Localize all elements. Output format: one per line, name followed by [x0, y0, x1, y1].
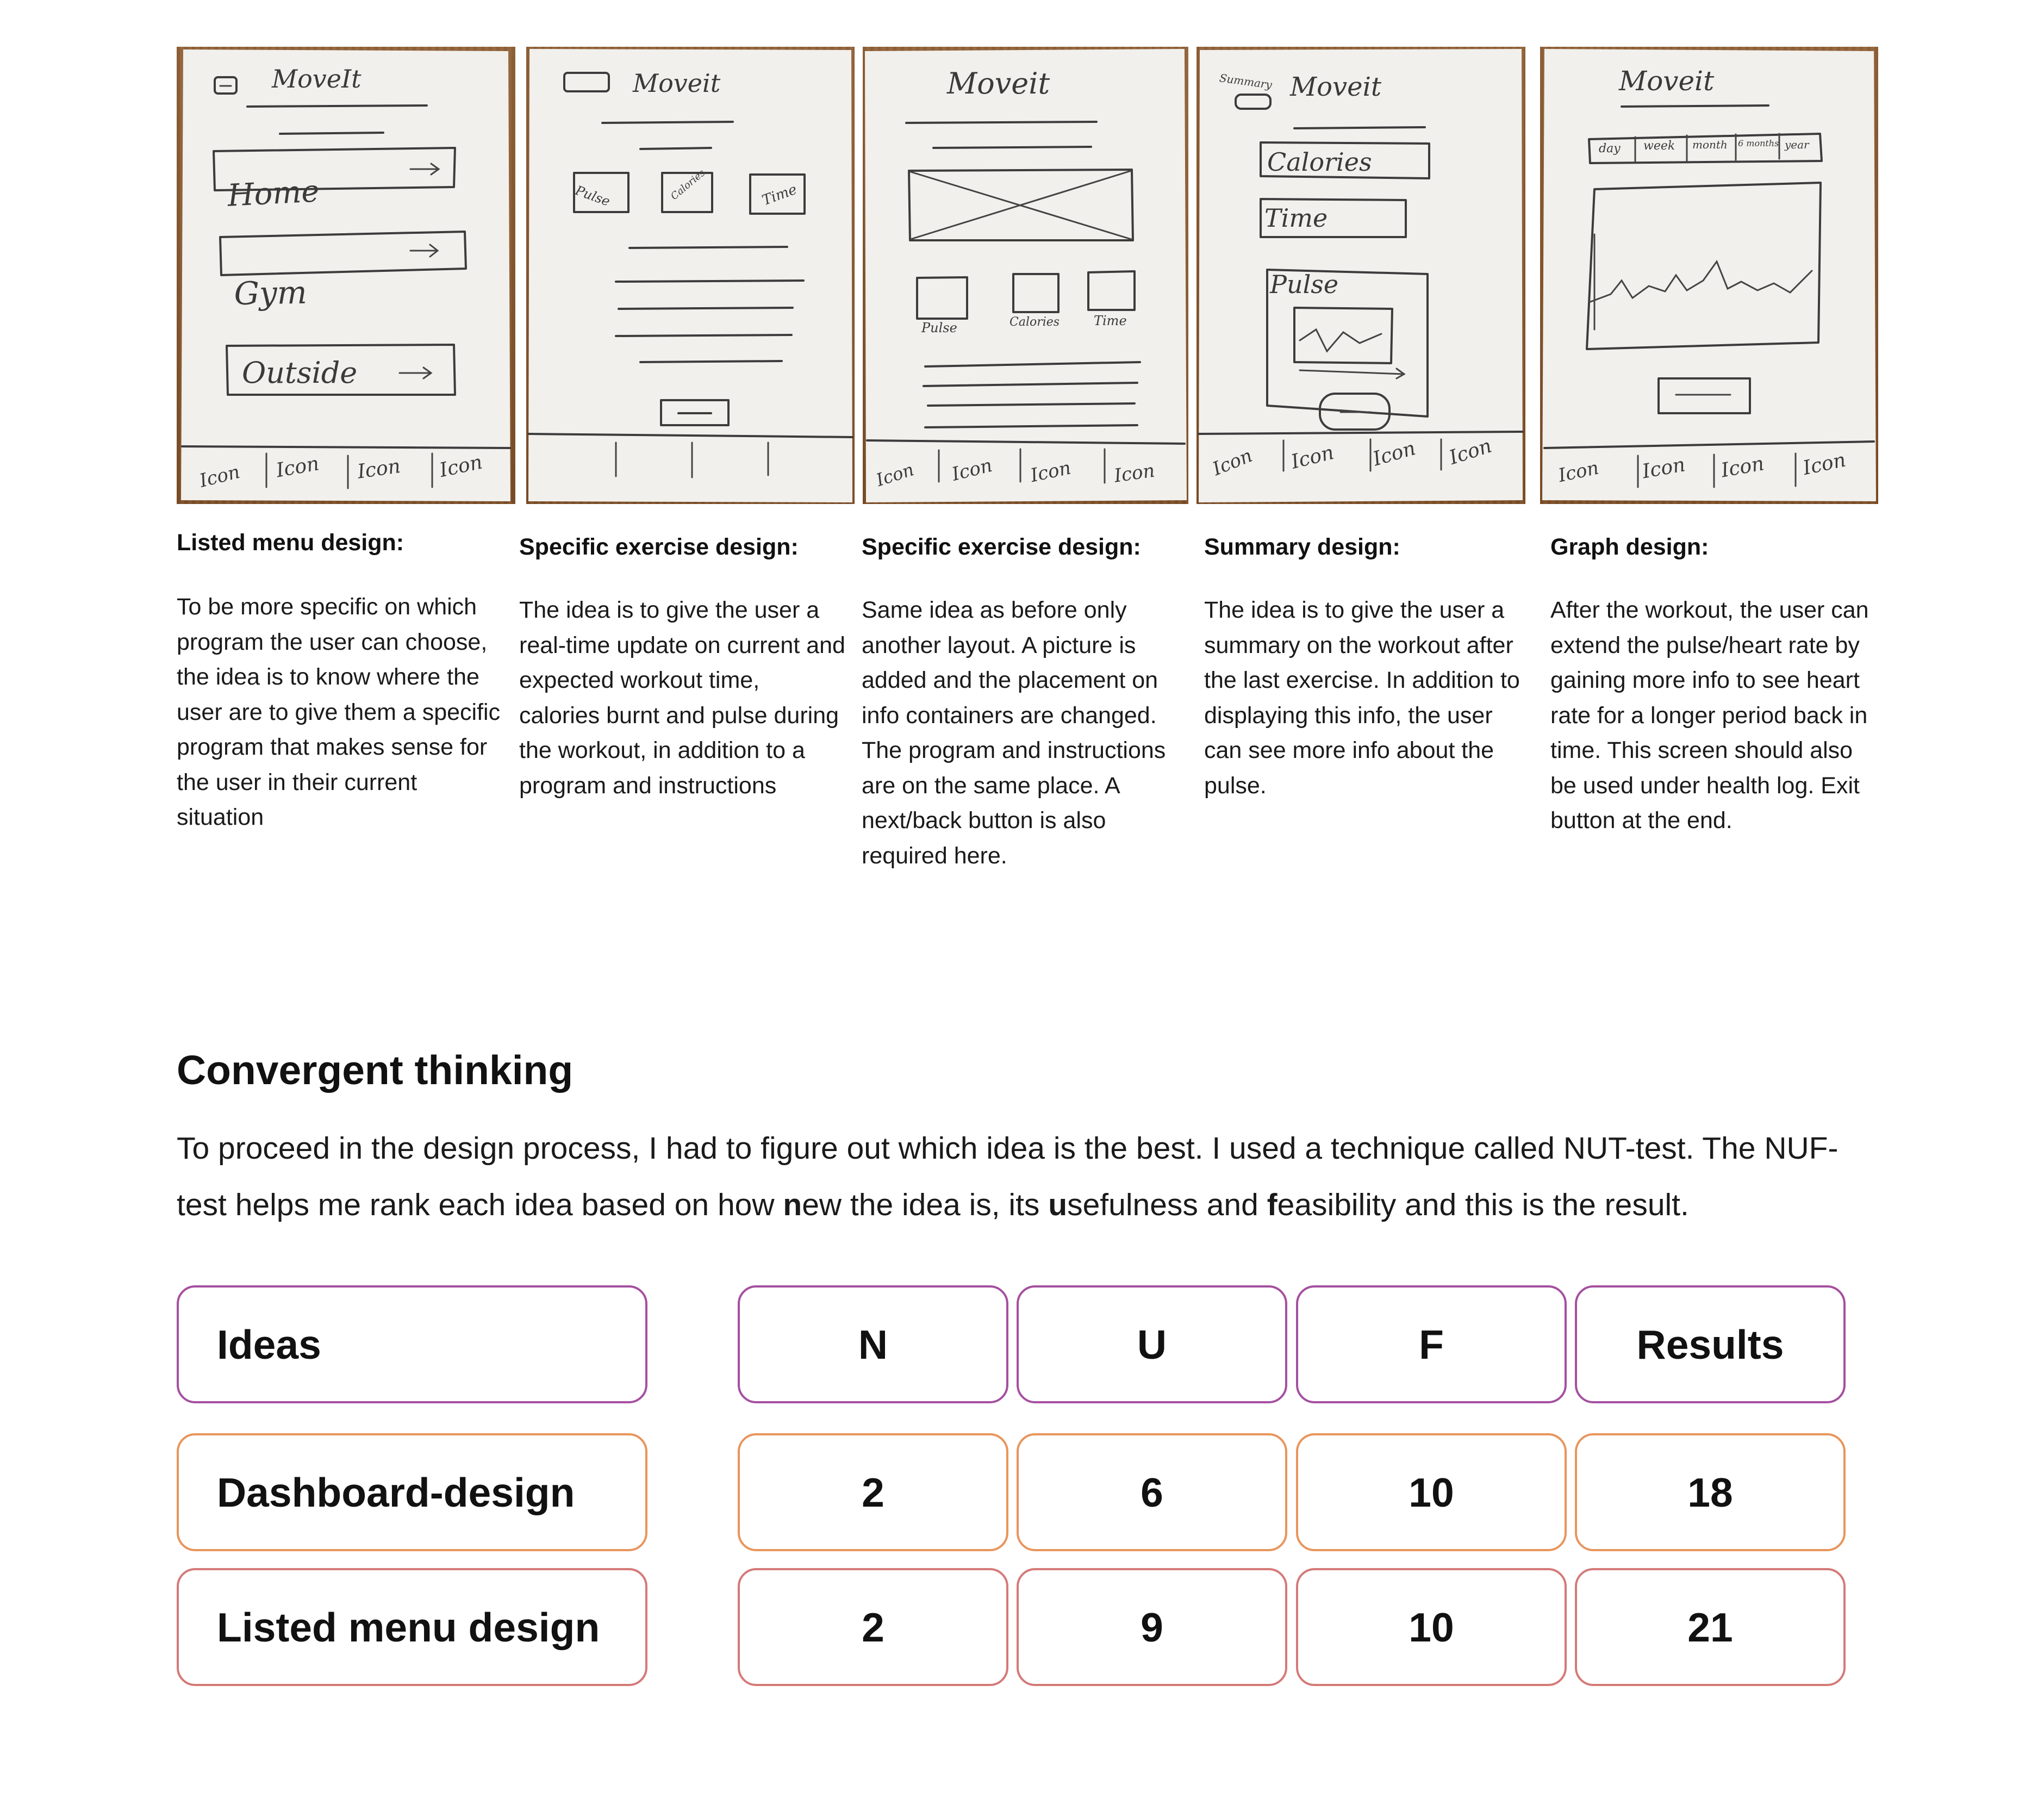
- caption-body: Same idea as before only another layout. A picture is added and the placement on info containers are changed. The program and instructions are on the same place. A next/back button is also required here.: [862, 597, 1166, 869]
- sketch-app-name: Moveit: [1619, 65, 1715, 97]
- section-heading: Convergent thinking: [177, 1047, 574, 1093]
- sketch-label: Pulse: [921, 320, 957, 335]
- sketch-label: Time: [1094, 313, 1127, 328]
- row-u-score: 9: [1017, 1568, 1287, 1686]
- section-paragraph: [177, 1120, 1873, 1233]
- sketch-nav-label: Icon: [1370, 437, 1418, 471]
- sketch-label: day: [1599, 142, 1621, 156]
- sketch-photo-graph: [1540, 47, 1878, 504]
- sketch-nav-label: Icon: [874, 459, 917, 491]
- sketch-label: Time: [760, 181, 800, 209]
- sketch-label: Calories: [669, 167, 708, 203]
- sketch-photo-summary: [1197, 47, 1525, 504]
- row-u-score: 6: [1017, 1433, 1287, 1551]
- caption-body: To be more specific on which program the user can choose, the idea is to know where the user are to give them a specific program that makes sense for the user in their current situation: [177, 594, 501, 830]
- sketch-label: Calories: [1009, 315, 1060, 329]
- sketch-label: year: [1785, 138, 1809, 151]
- caption-title: Specific exercise design:: [862, 534, 1141, 560]
- sketch-nav-label: Icon: [1801, 449, 1848, 480]
- sketch-nav-label: Icon: [1289, 441, 1336, 474]
- sketch-photo-specific-exercise: [526, 47, 855, 504]
- row-idea: Dashboard-design: [177, 1433, 647, 1551]
- header-u: U: [1017, 1285, 1287, 1403]
- sketch-nav-label: Icon: [275, 452, 321, 482]
- sketch-label: Time: [1264, 203, 1328, 233]
- sketch-photo-listed-menu: [177, 47, 515, 504]
- row-result: 18: [1575, 1433, 1846, 1551]
- sketch-label: Gym: [234, 273, 308, 312]
- sketch-nav-label: Icon: [1719, 452, 1766, 482]
- sketch-label: Pulse: [1270, 270, 1339, 299]
- sketch-nav-label: Icon: [1556, 457, 1601, 487]
- sketch-nav-label: Icon: [438, 451, 485, 482]
- sketch-nav-label: Icon: [1641, 453, 1687, 483]
- paragraph-bold-letter: u: [1048, 1187, 1068, 1222]
- caption-body: After the workout, the user can extend the pulse/heart rate by gaining more info to see heart rate for a longer period back in time. This screen should also be used under health log. Exit button at the end.: [1550, 597, 1869, 834]
- paragraph-text: To proceed in the design process, I had to figure out which idea is the best. I used a technique called NUT-test. The NUF-test helps me rank each idea based on how: [177, 1131, 1839, 1222]
- header-ideas: Ideas: [177, 1285, 647, 1403]
- row-n-score: 2: [738, 1568, 1008, 1686]
- row-result: 21: [1575, 1568, 1846, 1686]
- sketch-label: Pulse: [573, 183, 612, 209]
- caption-title: Specific exercise design:: [519, 534, 799, 560]
- caption-body: The idea is to give the user a real-time update on current and expected workout time, calories burnt and pulse during the workout, in addition to a program and instructions: [519, 597, 845, 799]
- sketch-label: Calories: [1267, 147, 1372, 177]
- row-f-score: 10: [1296, 1433, 1567, 1551]
- caption-title: Listed menu design:: [177, 530, 404, 556]
- row-n-score: 2: [738, 1433, 1008, 1551]
- sketch-label: Outside: [242, 356, 358, 390]
- sketch-label: month: [1692, 138, 1728, 151]
- sketch-photo-specific-exercise-alt: [863, 47, 1188, 504]
- sketch-nav-label: Icon: [197, 461, 242, 492]
- paragraph-text: sefulness and: [1067, 1187, 1267, 1222]
- row-f-score: 10: [1296, 1568, 1567, 1686]
- sketch-corner-label: Summary: [1218, 71, 1273, 92]
- sketch-label: 6 months: [1738, 138, 1779, 148]
- sketch-nav-label: Icon: [1210, 444, 1256, 481]
- header-f: F: [1296, 1285, 1567, 1403]
- sketch-label: Home: [227, 173, 320, 214]
- sketch-nav-label: Icon: [1029, 457, 1073, 487]
- sketch-nav-label: Icon: [1113, 459, 1156, 487]
- header-results: Results: [1575, 1285, 1846, 1403]
- caption-title: Summary design:: [1204, 534, 1400, 560]
- row-idea: Listed menu design: [177, 1568, 647, 1686]
- paragraph-text: ew the idea is, its: [802, 1187, 1049, 1222]
- paragraph-text: easibility and this is the result.: [1277, 1187, 1689, 1222]
- sketch-nav-label: Icon: [1447, 434, 1495, 469]
- sketch-app-name: Moveit: [633, 69, 721, 98]
- sketch-app-name: Moveit: [947, 66, 1050, 101]
- paragraph-bold-letter: n: [783, 1187, 802, 1222]
- sketch-nav-label: Icon: [356, 455, 402, 483]
- sketch-label: week: [1643, 139, 1675, 153]
- sketch-app-name: MoveIt: [272, 64, 362, 94]
- sketch-nav-label: Icon: [950, 454, 995, 486]
- caption-body: The idea is to give the user a summary on the workout after the last exercise. In addition to displaying this info, the user can see more info about the pulse.: [1204, 597, 1520, 799]
- sketch-app-name: Moveit: [1290, 72, 1382, 102]
- caption-title: Graph design:: [1550, 534, 1709, 560]
- paragraph-bold-letter: f: [1267, 1187, 1278, 1222]
- header-n: N: [738, 1285, 1008, 1403]
